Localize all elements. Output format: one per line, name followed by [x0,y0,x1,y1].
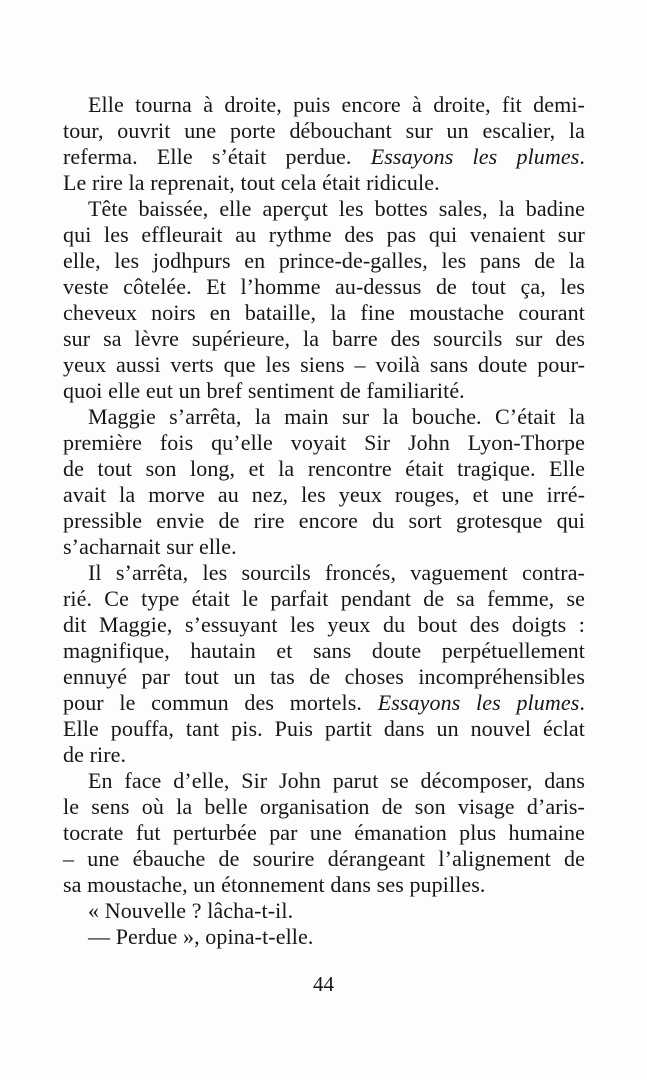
text-line [63,820,585,846]
text-line [63,924,585,950]
text-line [63,274,585,300]
text-run: – une ébauche de sourire dérangeant l’alignement de [63,846,585,871]
paragraph [63,924,585,950]
text-line [63,170,585,196]
text-run: elle, les jodhpurs en prince-de-galles, les pans de la [63,248,585,273]
text-run: tocrate fut perturbée par une émanation plus humaine [63,820,585,845]
text-line [63,92,585,118]
text-line [63,872,585,898]
text-line [63,586,585,612]
text-run: tour, ouvrit une porte débouchant sur un escalier, la [63,118,585,143]
paragraph [63,404,585,560]
text-run: Elle pouffa, tant pis. Puis partit dans un nouvel éclat [63,716,585,741]
text-run: ennuyé par tout un tas de choses incompréhensibles [63,664,585,689]
text-line [63,508,585,534]
text-run: le sens où la belle organisation de son visage d’aris- [63,794,585,819]
text-run: « Nouvelle ? lâcha-t-il. [88,898,294,923]
text-line [63,222,585,248]
text-run: veste côtelée. Et l’homme au-dessus de tout ça, les [63,274,585,299]
text-line [63,560,585,586]
text-run: rié. Ce type était le parfait pendant de sa femme, se [63,586,585,611]
text-line [63,456,585,482]
text-line [63,534,585,560]
text-line [63,248,585,274]
text-run: sur sa lèvre supérieure, la barre des sourcils sur des [63,326,585,351]
text-line [63,352,585,378]
text-run: pour le commun des mortels. [63,690,378,715]
text-run: sa moustache, un étonnement dans ses pupilles. [63,872,486,897]
text-run: yeux aussi verts que les siens – voilà sans doute pour- [63,352,585,377]
text-run: magnifique, hautain et sans doute perpétuellement [63,638,585,663]
text-run: . [579,144,586,169]
text-run: quoi elle eut un bref sentiment de familiarité. [63,378,465,403]
text-run: cheveux noirs en bataille, la fine moustache courant [63,300,585,325]
text-block [63,92,585,950]
italic-text-run: Essayons les plumes [370,144,580,169]
text-line [63,638,585,664]
text-line [63,144,585,170]
text-run: de tout son long, et la rencontre était tragique. Elle [63,456,585,481]
paragraph [63,560,585,768]
text-line [63,690,585,716]
text-run: s’acharnait sur elle. [63,534,237,559]
text-run: . [579,690,585,715]
text-line [63,612,585,638]
text-run: dit Maggie, s’essuyant les yeux du bout des doigts : [63,612,585,637]
text-run: referma. Elle s’était perdue. [63,144,371,169]
paragraph [63,768,585,898]
text-run: Il s’arrêta, les sourcils froncés, vaguement contra- [88,560,585,585]
text-run: avait la morve au nez, les yeux rouges, et une irré- [63,482,585,507]
text-line [63,404,585,430]
text-line [63,664,585,690]
text-line [63,846,585,872]
text-run: Tête baissée, elle aperçut les bottes sales, la badine [88,196,585,221]
text-run: Maggie s’arrêta, la main sur la bouche. C’était la [88,404,585,429]
text-run: En face d’elle, Sir John parut se décomposer, dans [88,768,585,793]
paragraph [63,92,585,196]
text-line [63,794,585,820]
text-line [63,716,585,742]
text-run: première fois qu’elle voyait Sir John Lyon-Thorpe [63,430,585,455]
text-line [63,898,585,924]
text-run: de rire. [63,742,127,767]
text-run: pressible envie de rire encore du sort grotesque qui [63,508,585,533]
text-line [63,768,585,794]
page-number: 44 [313,972,334,996]
paragraph [63,196,585,404]
text-run: Le rire la reprenait, tout cela était ridicule. [63,170,440,195]
text-line [63,430,585,456]
text-line [63,196,585,222]
text-run: — Perdue », opina-t-elle. [88,924,314,949]
text-line [63,326,585,352]
italic-text-run: Essayons les plumes [377,690,580,715]
text-line [63,482,585,508]
text-line [63,300,585,326]
text-line [63,742,585,768]
text-run: qui les effleurait au rythme des pas qui venaient sur [63,222,585,247]
text-line [63,118,585,144]
text-line [63,378,585,404]
text-run: Elle tourna à droite, puis encore à droite, fit demi- [88,92,585,117]
paragraph [63,898,585,924]
